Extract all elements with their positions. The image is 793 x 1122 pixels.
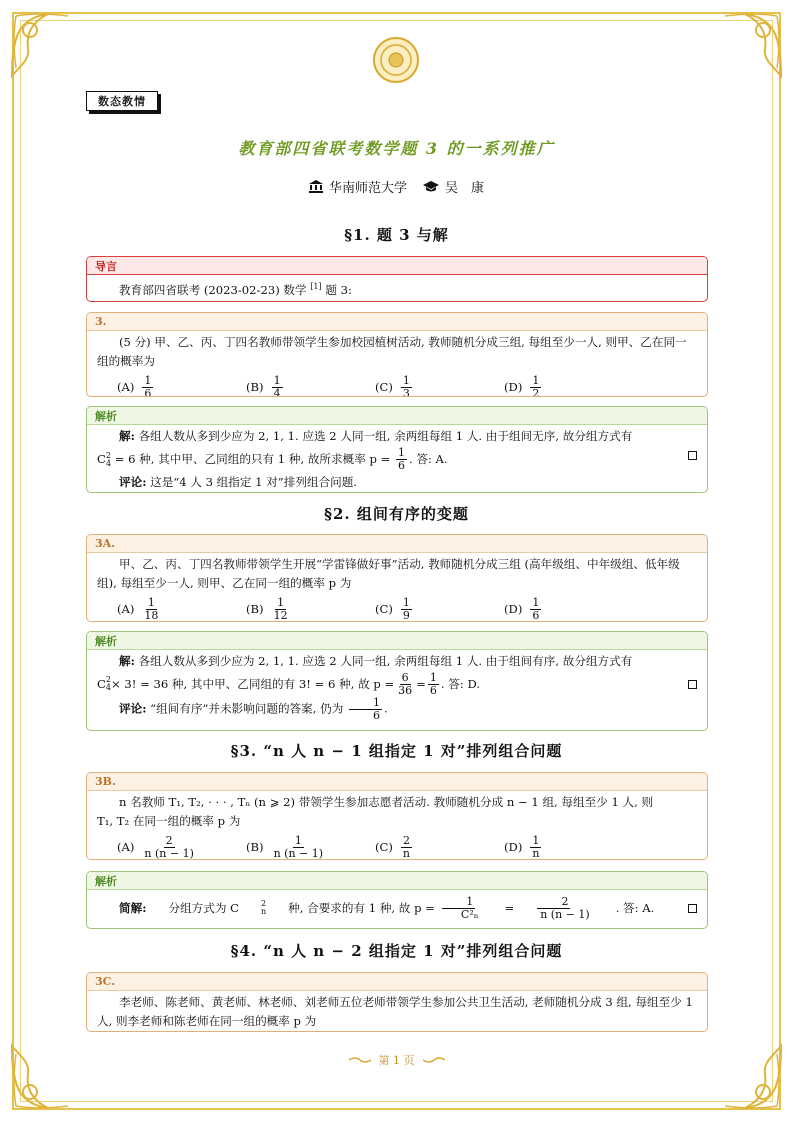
- problem-stem-cont: T₁, T₂ 在同一组的概率 p 为: [97, 814, 241, 828]
- box-header: 3A.: [87, 535, 707, 553]
- problem-body: [87, 553, 707, 622]
- problem-stem: 李老师、陈老师、黄老师、林老师、刘老师五位老师带领学生参加公共卫生活动, 老师随机分成 3 组, 每组至少 1 人, 则李老师和陈老师在同一组的概率 p 为: [97, 995, 693, 1028]
- column-tag: 数态教情: [86, 91, 158, 111]
- box-header: 3B.: [87, 773, 707, 791]
- corner-ornament-icon: [713, 8, 785, 80]
- problem-box: [86, 772, 708, 860]
- choice-item: (C) $\frac{2}{n}$: [375, 833, 411, 860]
- box-header: 解析: [87, 872, 707, 890]
- choice-item: (D) $\frac{1}{6}$: [504, 595, 540, 622]
- solution-body: 解: 各组人数从多到少应为 2, 1, 1. 应选 2 人同一组, 余两组每组 1 人. 由于组间有序, 故分组方式有 C 2 4 × 3! = 36 种, 其中甲、乙同组的有 3! = 6 种, 故 p = $\frac{6}{36}$ = $\frac{1}{6}$ . 答: D. 评论: “组间有序”并未影响问题的答案, 仍为 $\frac{1}{6}$ .: [87, 650, 707, 727]
- university-seal-icon: [372, 36, 420, 84]
- choice-list: [97, 831, 697, 860]
- problem-stem: (5 分) 甲、乙、丙、丁四名教师带领学生参加校园植树活动, 教师随机分成三组, 每组至少一人, 则甲、乙在同一组的概率为: [97, 335, 687, 368]
- problem-body: [87, 331, 707, 397]
- problem-body: [87, 991, 707, 1032]
- choice-item: (C) $\frac{1}{9}$: [375, 595, 410, 622]
- solution-box: [86, 871, 708, 929]
- choice-item: (A) $\frac{2}{n (n - 1)}$: [117, 833, 194, 860]
- university-icon: [309, 180, 323, 193]
- choice-item: (B) $\frac{1}{4}$: [246, 373, 281, 397]
- intro-box: [86, 256, 708, 302]
- box-header: 3C.: [87, 973, 707, 991]
- section-heading-2: §2. 组间有序的变题: [324, 505, 469, 523]
- page-number: 第 1 页: [378, 1054, 415, 1067]
- box-header: 解析: [87, 632, 707, 650]
- intro-text: 教育部四省联考 (2023-02-23) 数学 [1] 题 3:: [119, 282, 352, 297]
- box-header: 解析: [87, 407, 707, 425]
- problem-body: [87, 791, 707, 860]
- choice-item: (A) $\frac{1}{18}$: [117, 595, 159, 622]
- choice-list: [97, 593, 697, 622]
- graduation-cap-icon: [423, 180, 439, 193]
- author-name: 吴 康: [445, 181, 485, 196]
- choice-item: (A) $\frac{1}{6}$: [117, 373, 152, 397]
- solution-body: 简解: 分组方式为 C 2 n 种, 合要求的有 1 种, 故 p = $\frac{1}{\text{C²ₙ}}$ = $\frac{2}{n (n - 1)}$ . 答: A.: [87, 890, 707, 928]
- author-line: [0, 177, 793, 196]
- problem-stem: 甲、乙、丙、丁四名教师带领学生开展“学雷锋做好事”活动, 教师随机分成三组 (高年级组、中年级组、低年级组), 每组至少一人, 则甲、乙在同一组的概率 p 为: [97, 557, 680, 590]
- choice-list: [97, 371, 697, 397]
- choice-item: (C) $\frac{1}{3}$: [375, 373, 410, 397]
- choice-item: (B) $\frac{1}{n (n - 1)}$: [246, 833, 324, 860]
- corner-ornament-icon: [8, 8, 80, 80]
- solution-box: [86, 406, 708, 493]
- qed-icon: [688, 680, 697, 689]
- choice-item: (D) $\frac{1}{2}$: [504, 373, 540, 397]
- page-footer: [0, 1052, 793, 1068]
- solution-body: 解: 各组人数从多到少应为 2, 1, 1. 应选 2 人同一组, 余两组每组 1 人. 由于组间无序, 故分组方式有 $C^2_4 = 6$ 种, 其中甲、乙同组的只有 1 种, 故所求概率 p = $\frac{1}{6}$ . 答: A. 评论: 这是“4 人 3 组指定 1 对”排列组合问题.: [87, 425, 707, 493]
- problem-box: [86, 972, 708, 1032]
- problem-box: [86, 312, 708, 397]
- footer-ornament-icon: [423, 1056, 445, 1064]
- problem-box: [86, 534, 708, 622]
- choice-item: (B) $\frac{1}{12}$: [246, 595, 288, 622]
- box-header: 导言: [87, 257, 707, 275]
- qed-icon: [688, 451, 697, 460]
- section-heading-4: §4. “n 人 n − 2 组指定 1 对”排列组合问题: [230, 942, 563, 960]
- section-heading-3: §3. “n 人 n − 1 组指定 1 对”排列组合问题: [230, 742, 563, 760]
- author-school: 华南师范大学: [328, 181, 407, 196]
- qed-icon: [688, 904, 697, 913]
- problem-stem: n 名教师 T₁, T₂, · · · , Tₙ (n ⩾ 2) 带领学生参加志愿者活动. 教师随机分成 n − 1 组, 每组至少 1 人, 则: [119, 795, 654, 809]
- section-heading-1: §1. 题 3 与解: [344, 226, 449, 244]
- box-header: 3.: [87, 313, 707, 331]
- footer-ornament-icon: [349, 1056, 371, 1064]
- solution-box: [86, 631, 708, 731]
- page-title: 教育部四省联考数学题 3 的一系列推广: [238, 139, 555, 158]
- choice-item: (D) $\frac{1}{n}$: [504, 833, 540, 860]
